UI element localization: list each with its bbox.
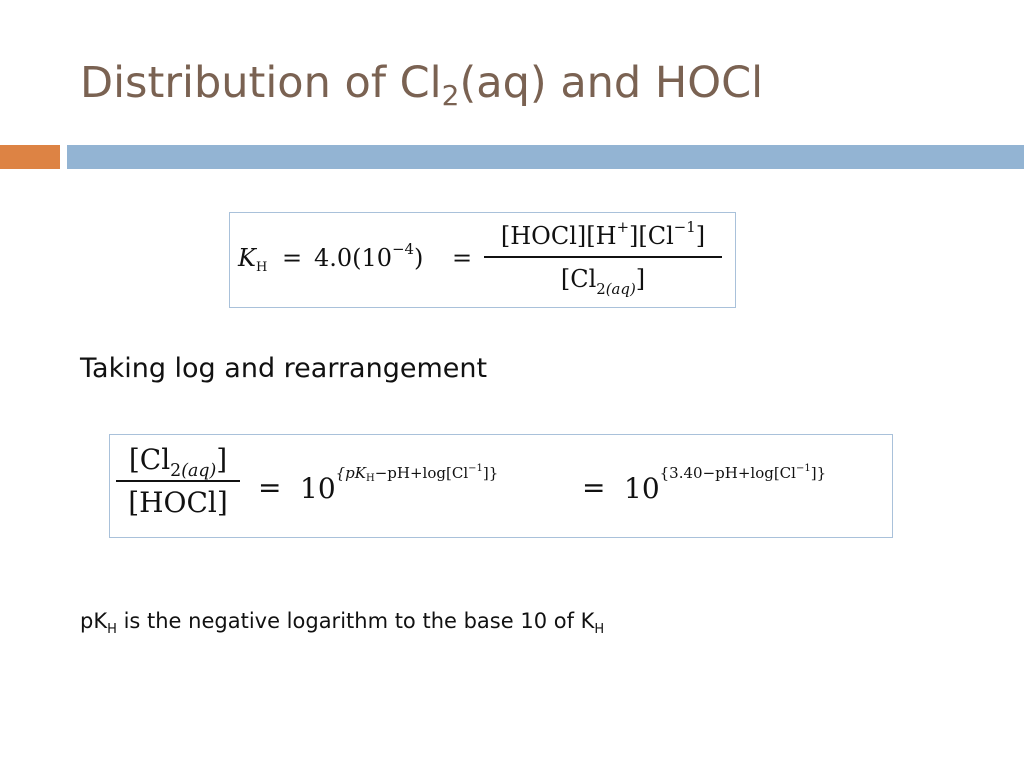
kh-num-hocl-h: [HOCl][H — [500, 222, 617, 250]
ratio-exponent-1 — [336, 464, 499, 482]
ratio-base-1: 10 — [300, 472, 336, 505]
accent-bar-blue — [67, 145, 1024, 169]
accent-bar-orange — [0, 145, 60, 169]
ratio-exponent-1-sup: −1 — [468, 463, 483, 474]
kh-equals-1: = — [282, 244, 303, 272]
title-text-main: Distribution of Cl — [80, 58, 442, 108]
equation-kh-box — [229, 212, 736, 308]
kh-lhs — [238, 241, 267, 285]
kh-value-close: ) — [414, 244, 424, 272]
ratio-num-cl: [Cl — [128, 443, 171, 476]
equation-ratio-box — [109, 434, 893, 538]
kh-numerator — [484, 219, 722, 253]
ratio-exponent-1-rest: −pH+log[Cl — [374, 464, 469, 482]
title-subscript: 2 — [441, 79, 460, 112]
ratio-num-sub-phase: (aq) — [181, 461, 217, 481]
kh-num-close: ] — [695, 222, 706, 250]
step-text: Taking log and rearrangement — [80, 353, 488, 384]
ratio-equals-2: = — [582, 471, 606, 504]
ratio-numerator — [116, 443, 240, 481]
pkh-definition-note — [80, 606, 604, 636]
ratio-power-1 — [300, 463, 499, 508]
kh-fraction — [484, 219, 722, 296]
kh-num-cl: ][Cl — [629, 222, 674, 250]
kh-equals-2: = — [452, 244, 473, 272]
ratio-exponent-1-close: ]} — [482, 464, 499, 482]
ratio-power-2 — [624, 463, 827, 508]
ratio-exponent-1-sub: H — [366, 473, 375, 484]
ratio-exponent-2 — [660, 464, 826, 482]
note-pk: pK — [80, 609, 108, 633]
kh-num-cl-charge: −1 — [673, 218, 696, 236]
ratio-base-2: 10 — [624, 472, 660, 505]
note-text: is the negative logarithm to the base 10 of K — [116, 609, 595, 633]
ratio-exponent-2-main: {3.40−pH+log[Cl — [659, 464, 796, 482]
kh-den-subscript — [596, 280, 635, 298]
kh-num-h-charge: + — [616, 218, 630, 236]
ratio-exponent-2-close: ]} — [810, 464, 827, 482]
ratio-exponent-1-pk: {pK — [335, 464, 366, 482]
kh-value-base: 4.0(10 — [314, 244, 393, 272]
note-k-subscript: H — [594, 622, 605, 637]
kh-fraction-bar — [484, 256, 722, 258]
kh-den-sub-number: 2 — [596, 280, 606, 298]
kh-den-cl: [Cl — [560, 265, 597, 293]
ratio-equals-1: = — [258, 471, 282, 504]
slide-title — [80, 52, 763, 114]
kh-subscript: H — [255, 260, 268, 275]
kh-value — [314, 241, 423, 275]
title-text-rest: (aq) and HOCl — [459, 58, 764, 108]
kh-value-exponent: −4 — [392, 240, 415, 258]
kh-den-close: ] — [635, 265, 646, 293]
ratio-fraction — [116, 443, 240, 520]
ratio-num-subscript — [170, 461, 216, 481]
kh-denominator — [484, 262, 722, 296]
ratio-num-close: ] — [216, 443, 228, 476]
ratio-exponent-2-sup: −1 — [795, 463, 811, 474]
note-pk-subscript: H — [107, 622, 117, 637]
kh-symbol: K — [238, 244, 256, 272]
ratio-denominator: [HOCl] — [128, 486, 228, 519]
ratio-num-sub-number: 2 — [170, 461, 182, 481]
kh-den-sub-phase: (aq) — [605, 280, 636, 298]
